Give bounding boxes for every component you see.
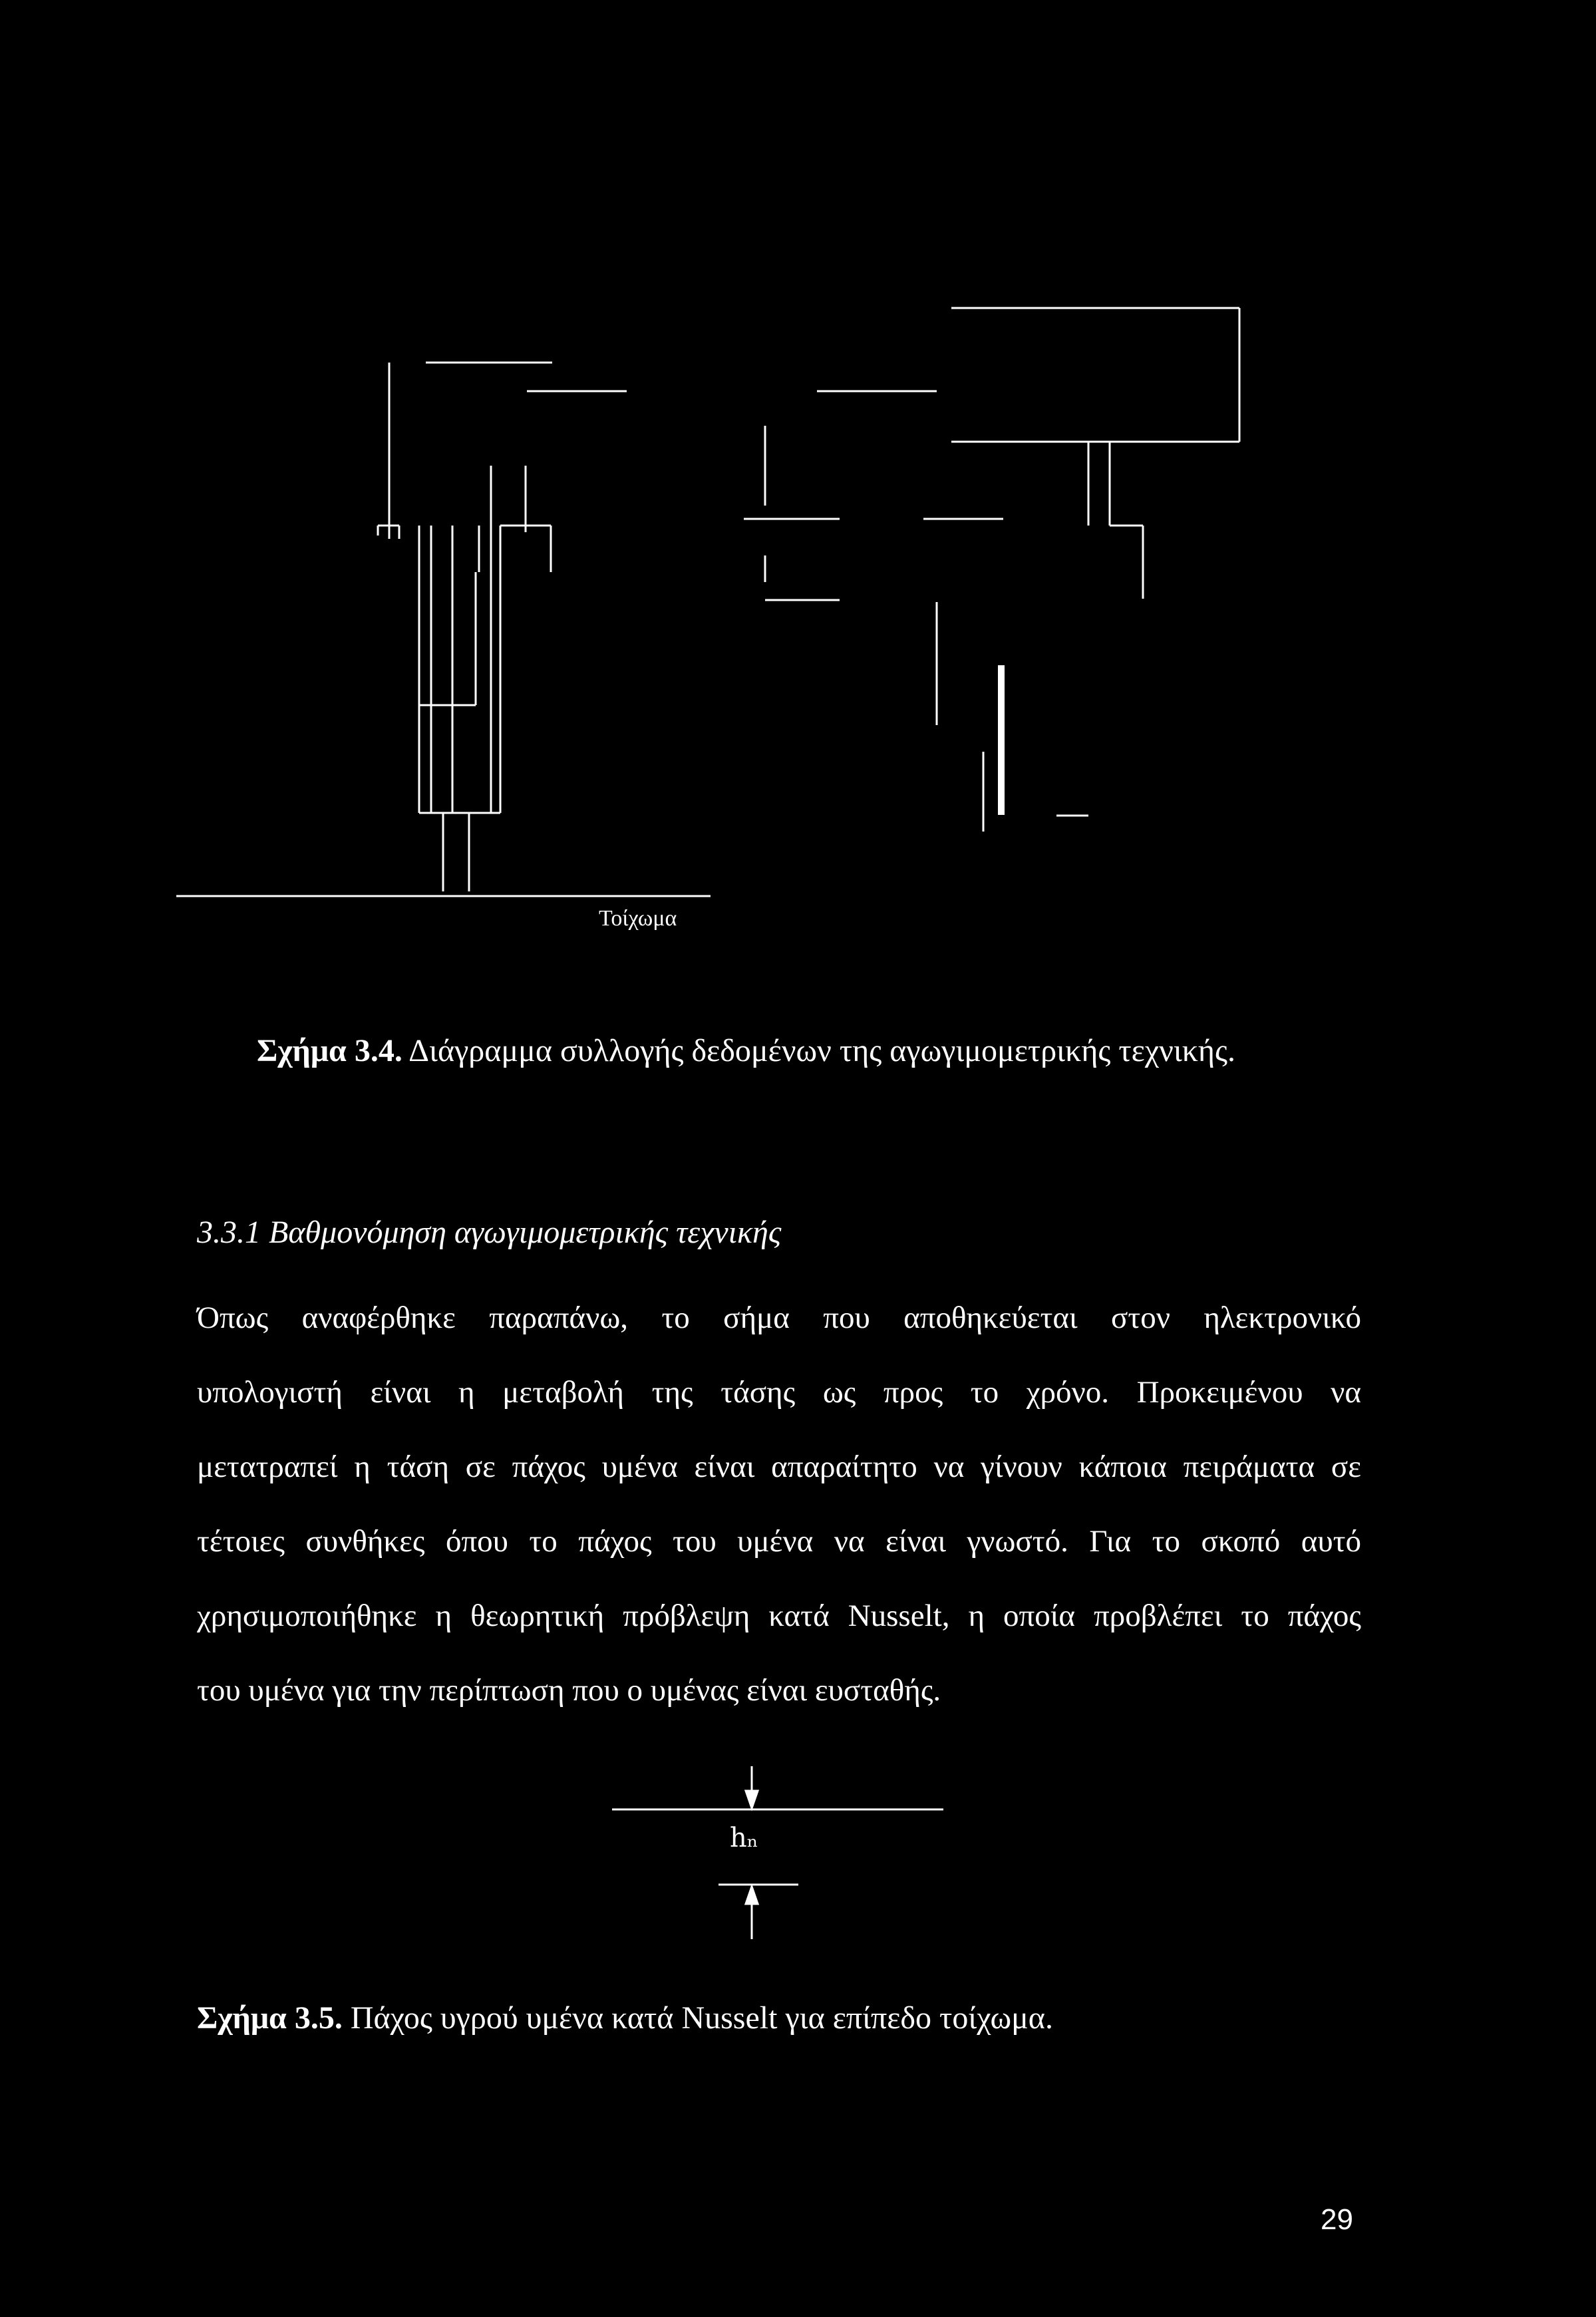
film-thickness-symbol: hₙ bbox=[730, 1823, 759, 1853]
paragraph-line: τέτοιες συνθήκες όπου το πάχος του υμένα να είναι γνωστό. Για το σκοπό αυτό bbox=[197, 1524, 1361, 1559]
paragraph-line: χρησιμοποιήθηκε η θεωρητική πρόβλεψη κατά Nusselt, η οποία προβλέπει το πάχος bbox=[197, 1599, 1361, 1633]
caption-number: Σχήμα 3.4. bbox=[257, 1033, 402, 1068]
caption-text: Πάχος υγρού υμένα κατά Nusselt για επίπεδο τοίχωμα. bbox=[342, 2000, 1053, 2036]
wall-label: Τοίχωμα bbox=[599, 906, 677, 931]
paragraph-line: υπολογιστή είναι η μεταβολή της τάσης ως προς το χρόνο. Προκειμένου να bbox=[197, 1375, 1361, 1410]
paragraph-line: του υμένα για την περίπτωση που ο υμένας είναι ευσταθής. bbox=[197, 1673, 941, 1708]
caption-text: Διάγραμμα συλλογής δεδομένων της αγωγιμομετρικής τεχνικής. bbox=[402, 1033, 1236, 1068]
page-number: 29 bbox=[1321, 2203, 1353, 2236]
caption-number: Σχήμα 3.5. bbox=[197, 2000, 343, 2036]
paragraph-line: Όπως αναφέρθηκε παραπάνω, το σήμα που αποθηκεύεται στον ηλεκτρονικό bbox=[197, 1301, 1361, 1335]
arrow-down-head bbox=[746, 1791, 758, 1808]
arrow-up-head bbox=[746, 1887, 758, 1904]
paragraph-line: μετατραπεί η τάση σε πάχος υμένα είναι απαραίτητο να γίνουν κάποια πειράματα σε bbox=[197, 1450, 1361, 1484]
figure-3-5-caption bbox=[197, 2000, 1053, 2036]
section-heading: 3.3.1 Βαθμονόμηση αγωγιμομετρικής τεχνικής bbox=[197, 1215, 782, 1250]
